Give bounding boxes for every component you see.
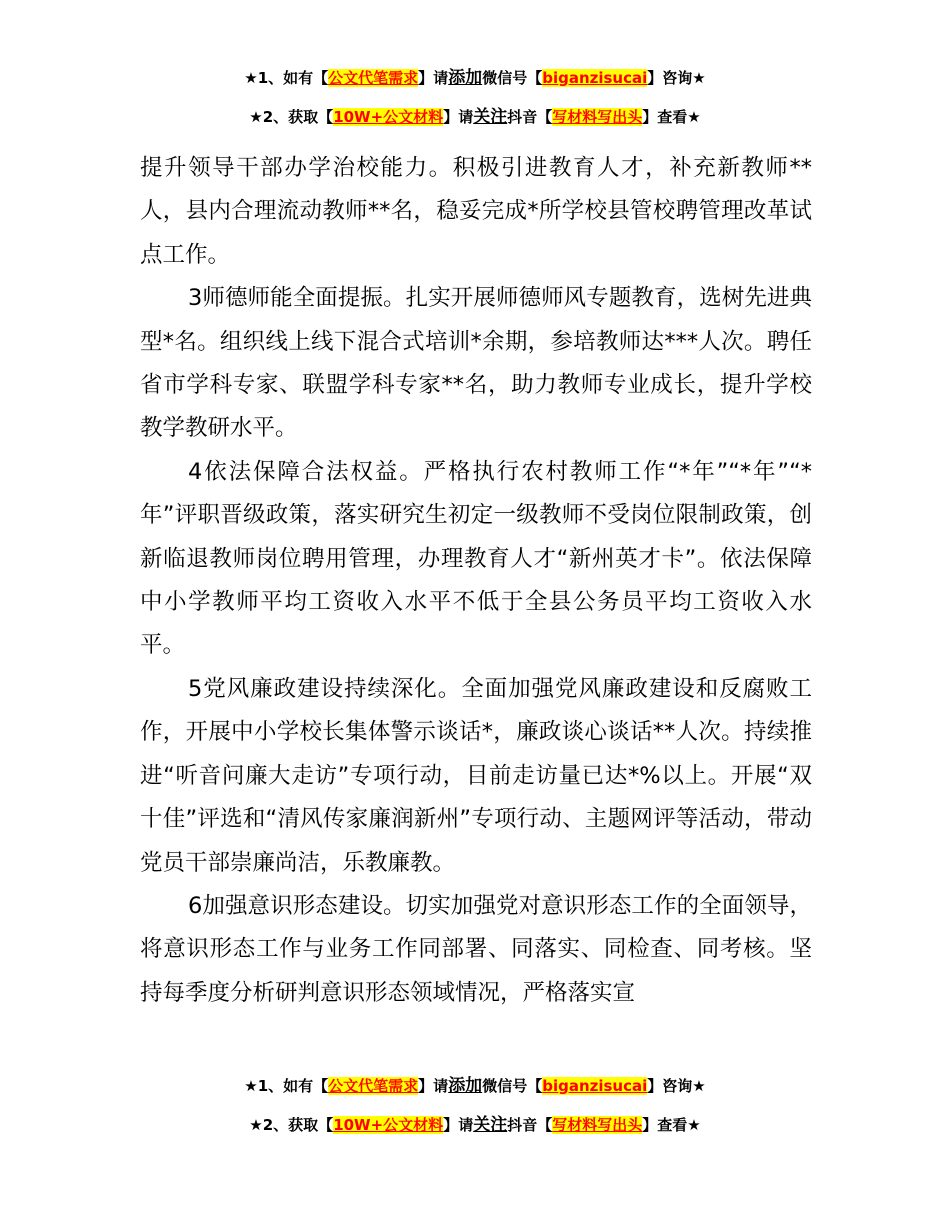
promo-text: ★1、如有【 xyxy=(244,69,329,87)
promo-text: 】请 xyxy=(418,1077,449,1095)
body-paragraph: 4依法保障合法权益。严格执行农村教师工作“*年”“*年”“*年”评职晋级政策，落实研究生初定一级教师不受岗位限制政策，创新临退教师岗位聘用管理，办理教育人才“新州英才卡”。依法保障中小学教师平均工资收入水平不低于全县公务员平均工资收入水平。 xyxy=(140,458,812,659)
promo-text: ★2、获取【 xyxy=(249,1116,334,1134)
promo-text: ★1、如有【 xyxy=(244,1077,329,1095)
promo-text: 微信号【 xyxy=(482,69,543,87)
promo-wechat-id: biganzisucai xyxy=(542,69,648,87)
document-body xyxy=(140,147,812,1015)
promo-text: 抖音【 xyxy=(507,1116,553,1134)
promo-text: 】请 xyxy=(418,69,449,87)
footer-promo-line-2 xyxy=(0,1115,950,1135)
promo-text: 】查看★ xyxy=(642,1116,701,1134)
promo-keyword: 添加 xyxy=(448,68,483,88)
promo-keyword: 添加 xyxy=(448,1076,483,1096)
body-paragraph: 5党风廉政建设持续深化。全面加强党风廉政建设和反腐败工作，开展中小学校长集体警示谈话*，廉政谈心谈话**人次。持续推进“听音问廉大走访”专项行动，目前走访量已达*%以上。开展“双十佳”评选和“清风传家廉润新州”专项行动、主题网评等活动，带动党员干部崇廉尚洁，乐教廉教。 xyxy=(140,675,812,876)
promo-text: 】咨询★ xyxy=(647,1077,706,1095)
promo-douyin-id: 写材料写出头 xyxy=(552,1116,643,1134)
promo-text: 】查看★ xyxy=(642,108,701,126)
body-paragraph: 提升领导干部办学治校能力。积极引进教育人才，补充新教师**人，县内合理流动教师**名，稳妥完成*所学校县管校聘管理改革试点工作。 xyxy=(140,155,812,268)
promo-highlight: 10W+公文材料 xyxy=(333,1116,444,1134)
promo-highlight: 公文代笔需求 xyxy=(328,1077,419,1095)
promo-keyword: 关注 xyxy=(473,107,508,127)
header-promo-line-1 xyxy=(0,68,950,88)
promo-highlight: 10W+公文材料 xyxy=(333,108,444,126)
promo-text: ★2、获取【 xyxy=(249,108,334,126)
promo-highlight: 公文代笔需求 xyxy=(328,69,419,87)
promo-keyword: 关注 xyxy=(473,1115,508,1135)
promo-wechat-id: biganzisucai xyxy=(542,1077,648,1095)
promo-douyin-id: 写材料写出头 xyxy=(552,108,643,126)
footer-promo-line-1 xyxy=(0,1076,950,1096)
body-paragraph: 3师德师能全面提振。扎实开展师德师风专题教育，选树先进典型*名。组织线上线下混合式培训*余期，参培教师达***人次。聘任省市学科专家、联盟学科专家**名，助力教师专业成长，提升学校教学教研水平。 xyxy=(140,285,812,442)
promo-text: 微信号【 xyxy=(482,1077,543,1095)
body-paragraph: 6加强意识形态建设。切实加强党对意识形态工作的全面领导，将意识形态工作与业务工作同部署、同落实、同检查、同考核。坚持每季度分析研判意识形态领域情况，严格落实宣 xyxy=(140,892,812,1006)
header-promo-line-2 xyxy=(0,107,950,127)
promo-text: 抖音【 xyxy=(507,108,553,126)
promo-text: 】咨询★ xyxy=(647,69,706,87)
promo-text: 】请 xyxy=(443,108,474,126)
promo-text: 】请 xyxy=(443,1116,474,1134)
